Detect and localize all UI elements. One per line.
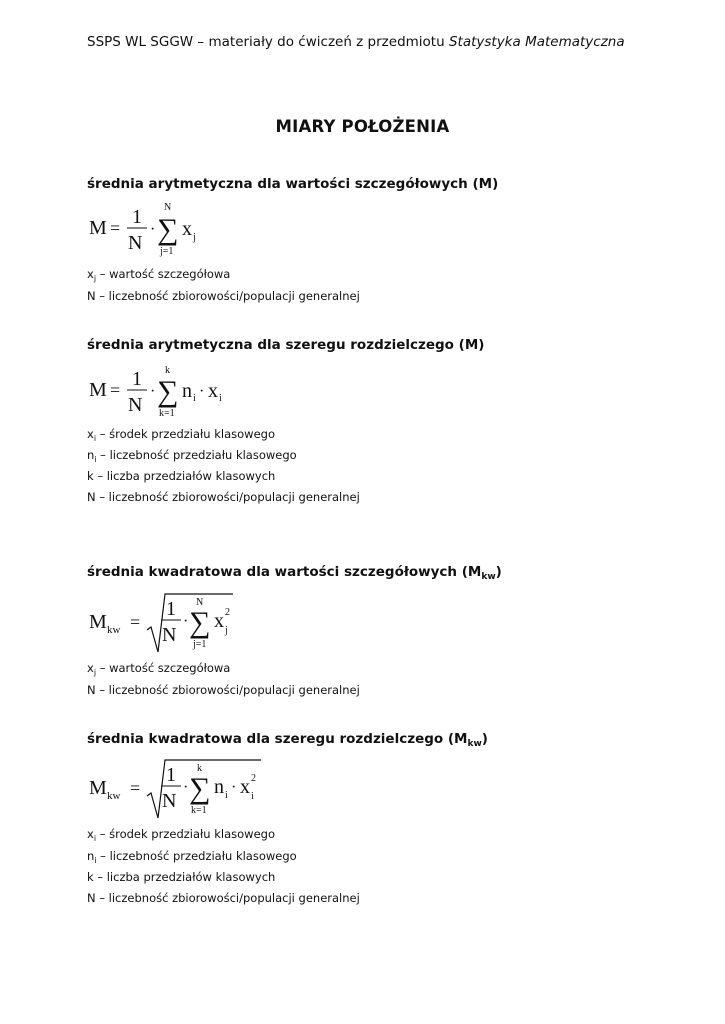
svg-text:i: i: [193, 393, 196, 404]
svg-text:kw: kw: [107, 790, 121, 802]
svg-text:j=1: j=1: [160, 246, 174, 257]
svg-text:j=1: j=1: [193, 639, 207, 650]
svg-text:·: ·: [231, 779, 237, 796]
svg-text:·: ·: [183, 779, 189, 796]
svg-text:M: M: [89, 777, 107, 799]
svg-text:N: N: [162, 624, 177, 646]
svg-text:k: k: [165, 365, 170, 376]
svg-text:=: =: [110, 380, 121, 400]
section-4-heading: średnia kwadratowa dla szeregu rozdzielczego $(M_{kw})$: [87, 731, 488, 749]
svg-text:x: x: [208, 380, 218, 402]
svg-text:n: n: [182, 380, 192, 402]
svg-text:i: i: [219, 393, 222, 404]
svg-text:1: 1: [166, 598, 176, 620]
svg-text:x: x: [182, 218, 192, 240]
svg-text:i: i: [251, 791, 254, 802]
svg-text:2: 2: [251, 773, 256, 784]
svg-text:j: j: [193, 232, 196, 243]
svg-text:1: 1: [132, 368, 142, 390]
svg-text:∑: ∑: [157, 375, 179, 408]
legend-item: k – liczba przedziałów klasowych: [87, 469, 276, 483]
svg-text:1: 1: [132, 206, 142, 228]
legend-item: $n_i$ – liczebność przedziału klasowego: [87, 849, 297, 865]
svg-text:∑: ∑: [189, 772, 211, 805]
formula-quadratic-mean-grouped: [87, 756, 287, 828]
svg-text:M: M: [89, 611, 107, 633]
section-1-heading: średnia arytmetyczna dla wartości szczegółowych (M): [87, 176, 499, 192]
header-prefix: SSPS WL SGGW – materiały do ćwiczeń z przedmiotu: [87, 34, 449, 50]
svg-text:n: n: [214, 776, 224, 798]
svg-text:kw: kw: [107, 624, 121, 636]
legend-item: $x_j$ – wartość szczegółowa: [87, 267, 231, 283]
formula-quadratic-mean-individual: [87, 590, 257, 662]
svg-text:∑: ∑: [157, 213, 179, 246]
svg-text:j: j: [225, 625, 228, 636]
legend-item: N – liczebność zbiorowości/populacji generalnej: [87, 289, 360, 303]
legend-item: N – liczebność zbiorowości/populacji generalnej: [87, 683, 360, 697]
page-title: MIARY POŁOŻENIA: [275, 117, 450, 136]
svg-text:1: 1: [166, 764, 176, 786]
svg-text:=: =: [110, 218, 121, 238]
section-3-heading: średnia kwadratowa dla wartości szczegółowych $(M_{kw})$: [87, 564, 502, 582]
svg-text:=: =: [130, 778, 141, 798]
formula-arithmetic-mean-grouped: [87, 360, 247, 426]
svg-text:i: i: [225, 790, 228, 801]
svg-text:N: N: [128, 394, 143, 416]
svg-text:k: k: [197, 763, 202, 774]
svg-text:N: N: [164, 202, 172, 213]
header-subject: Statystyka Matematyczna: [448, 34, 625, 50]
document-header: [87, 34, 625, 50]
svg-text:x: x: [240, 776, 250, 798]
svg-text:·: ·: [199, 383, 205, 400]
svg-text:k=1: k=1: [159, 408, 175, 419]
svg-text:N: N: [196, 597, 204, 608]
svg-text:∑: ∑: [189, 606, 211, 639]
svg-text:M: M: [89, 217, 107, 239]
legend-item: k – liczba przedziałów klasowych: [87, 870, 276, 884]
section-2-heading: średnia arytmetyczna dla szeregu rozdzielczego (M): [87, 337, 485, 353]
legend-item: $x_i$ – środek przedziału klasowego: [87, 827, 275, 843]
legend-item: $x_j$ – wartość szczegółowa: [87, 661, 231, 677]
legend-item: $n_i$ – liczebność przedziału klasowego: [87, 448, 297, 464]
svg-text:M: M: [89, 379, 107, 401]
legend-item: N – liczebność zbiorowości/populacji generalnej: [87, 891, 360, 905]
svg-text:·: ·: [150, 221, 156, 238]
svg-text:N: N: [162, 790, 177, 812]
svg-text:·: ·: [183, 613, 189, 630]
formula-arithmetic-mean-individual: [87, 198, 227, 264]
svg-text:=: =: [130, 612, 141, 632]
svg-text:·: ·: [150, 383, 156, 400]
svg-text:2: 2: [225, 607, 230, 618]
svg-text:x: x: [214, 610, 224, 632]
legend-item: N – liczebność zbiorowości/populacji generalnej: [87, 490, 360, 504]
svg-text:k=1: k=1: [191, 805, 207, 816]
legend-item: $x_i$ – środek przedziału klasowego: [87, 427, 275, 443]
svg-text:N: N: [128, 232, 143, 254]
